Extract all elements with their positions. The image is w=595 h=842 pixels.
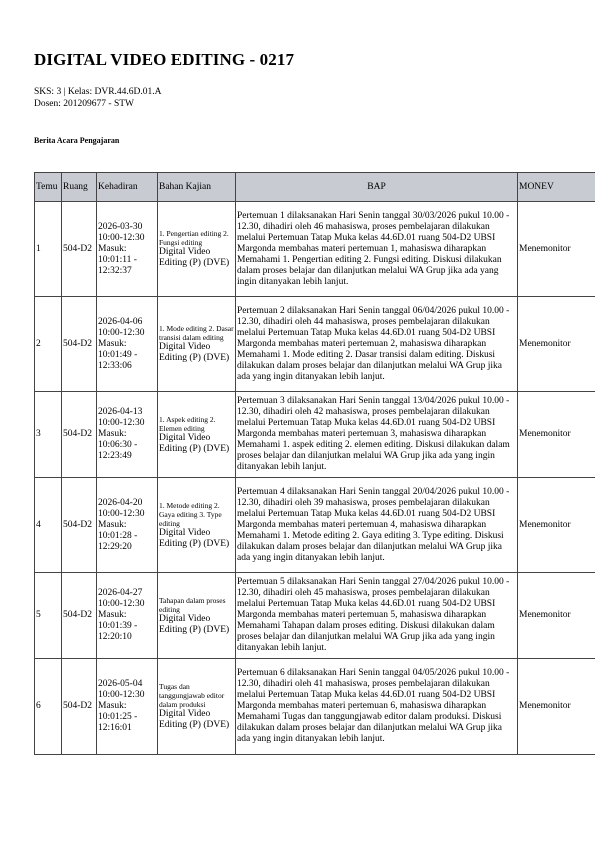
course-name: Digital Video Editing (P) (DVE)	[159, 527, 230, 549]
cell-temu: 1	[35, 202, 62, 297]
monev-link[interactable]: Menemonitor	[518, 202, 595, 297]
cell-bap: Pertemuan 2 dilaksanakan Hari Senin tanggal 06/04/2026 pukul 10.00 - 12.30, dihadiri oleh 44 mahasiswa, proses pembelajaran dilakukan melalui Pertemuan Tatap Muka kelas 44.6D.01 ruang 504-D2 UBSI Margonda membahas materi pertemuan 2, mahasiswa diharapkan Memahami 1. Mode editing 2. Dasar transisi dalam editing. Diskusi dilakukan dalam proses belajar dan dilanjutkan melalui WA Grup jika ada yang ingin ditanyakan lebih lanjut.	[236, 297, 518, 392]
session-date: 2026-04-06	[98, 316, 143, 327]
masuk-label: Masuk:	[98, 429, 127, 439]
course-name: Digital Video Editing (P) (DVE)	[159, 342, 230, 363]
session-time: 10:00-12:30	[98, 327, 145, 338]
cell-ruang: 504-D2	[62, 202, 97, 297]
header-monev: MONEV	[518, 173, 595, 202]
masuk-range: 10:06:30 - 12:23:49	[98, 440, 138, 461]
cell-ruang: 504-D2	[62, 573, 97, 659]
cell-temu: 6	[35, 659, 62, 755]
table-row	[35, 392, 595, 478]
monev-link[interactable]: Menemonitor	[518, 573, 595, 659]
topic-text: Tahapan dalam proses editing	[159, 595, 226, 614]
bap-table	[34, 172, 595, 755]
course-name: Digital Video Editing (P) (DVE)	[159, 247, 230, 268]
cell-ruang: 504-D2	[62, 297, 97, 392]
course-meta	[34, 86, 162, 110]
cell-bap: Pertemuan 1 dilaksanakan Hari Senin tanggal 30/03/2026 pukul 10.00 - 12.30, dihadiri oleh 46 mahasiswa, proses pembelajaran dilakukan melalui Pertemuan Tatap Muka kelas 44.6D.01 ruang 504-D2 UBSI Margonda membahas materi pertemuan 1, mahasiswa diharapkan Memahami 1. Pengertian editing 2. Fungsi editing. Diskusi dilakukan dalam proses belajar dan dilanjutkan melalui WA Grup jika ada yang ingin ditanyakan lebih lanjut.	[236, 202, 518, 297]
monev-link[interactable]: Menemonitor	[518, 392, 595, 478]
topic-text: 1. Pengertian editing 2. Fungsi editing	[159, 229, 229, 247]
topic-text: Tugas dan tanggungjawab editor dalam produksi	[159, 682, 225, 709]
session-date: 2026-04-20	[98, 497, 143, 508]
cell-bahan-kajian	[158, 202, 236, 297]
session-time: 10:00-12:30	[98, 599, 145, 609]
masuk-range: 10:01:25 - 12:16:01	[98, 712, 138, 733]
topic-text: 1. Aspek editing 2. Elemen editing	[159, 414, 216, 433]
section-title: Berita Acara Pengajaran	[34, 136, 120, 145]
monev-link[interactable]: Menemonitor	[518, 478, 595, 573]
header-ruang: Ruang	[62, 173, 97, 202]
table-row	[35, 297, 595, 392]
table-row	[35, 478, 595, 573]
header-bap: BAP	[236, 173, 518, 202]
cell-kehadiran	[97, 297, 158, 392]
cell-kehadiran	[97, 478, 158, 573]
cell-kehadiran	[97, 202, 158, 297]
table-row	[35, 659, 595, 755]
dosen-line: Dosen: 201209677 - STW	[34, 99, 135, 109]
cell-bahan-kajian	[158, 659, 236, 755]
cell-bap: Pertemuan 5 dilaksanakan Hari Senin tanggal 27/04/2026 pukul 10.00 - 12.30, dihadiri oleh 45 mahasiswa, proses pembelajaran dilakukan melalui Pertemuan Tatap Muka kelas 44.6D.01 ruang 504-D2 UBSI Margonda membahas materi pertemuan 5, mahasiswa diharapkan Memahami Tahapan dalam proses editing. Diskusi dilakukan dalam proses belajar dan dilanjutkan melalui WA Grup jika ada yang ingin ditanyakan lebih lanjut.	[236, 573, 518, 659]
masuk-range: 10:01:39 - 12:20:10	[98, 621, 138, 642]
cell-temu: 4	[35, 478, 62, 573]
cell-ruang: 504-D2	[62, 478, 97, 573]
cell-kehadiran	[97, 573, 158, 659]
session-time: 10:00-12:30	[98, 232, 145, 243]
cell-bahan-kajian	[158, 478, 236, 573]
cell-ruang: 504-D2	[62, 659, 97, 755]
monev-link[interactable]: Menemonitor	[518, 297, 595, 392]
course-name: Digital Video Editing (P) (DVE)	[159, 432, 230, 454]
table-row	[35, 202, 595, 297]
topic-text: 1. Mode editing 2. Dasar transisi dalam editing	[159, 324, 234, 342]
cell-bahan-kajian	[158, 297, 236, 392]
cell-kehadiran	[97, 392, 158, 478]
cell-bap: Pertemuan 4 dilaksanakan Hari Senin tanggal 20/04/2026 pukul 10.00 - 12.30, dihadiri oleh 39 mahasiswa, proses pembelajaran dilakukan melalui Pertemuan Tatap Muka kelas 44.6D.01 ruang 504-D2 UBSI Margonda membahas materi pertemuan 4, mahasiswa diharapkan Memahami 1. Metode editing 2. Gaya editing 3. Type editing. Diskusi dilakukan dalam proses belajar dan dilanjutkan melalui WA Grup jika ada yang ingin ditanyakan lebih lanjut.	[236, 478, 518, 573]
masuk-range: 10:01:11 - 12:32:37	[98, 254, 137, 276]
masuk-label: Masuk:	[98, 701, 127, 711]
page-title: DIGITAL VIDEO EDITING - 0217	[34, 50, 295, 69]
cell-bap: Pertemuan 3 dilaksanakan Hari Senin tanggal 13/04/2026 pukul 10.00 - 12.30, dihadiri oleh 42 mahasiswa, proses pembelajaran dilakukan melalui Pertemuan Tatap Muka kelas 44.6D.01 ruang 504-D2 UBSI Margonda membahas materi pertemuan 3, mahasiswa diharapkan Memahami 1. aspek editing 2. elemen editing. Diskusi dilakukan dalam proses belajar dan dilanjutkan melalui WA Grup jika ada yang ingin ditanyakan lebih lanjut.	[236, 392, 518, 478]
masuk-label: Masuk:	[98, 519, 127, 530]
cell-ruang: 504-D2	[62, 392, 97, 478]
header-kehadiran: Kehadiran	[97, 173, 158, 202]
monev-link[interactable]: Menemonitor	[518, 659, 595, 755]
cell-temu: 2	[35, 297, 62, 392]
masuk-range: 10:01:28 - 12:29:20	[98, 530, 138, 552]
topic-text: 1. Metode editing 2. Gaya editing 3. Type editing	[159, 500, 222, 528]
masuk-label: Masuk:	[98, 610, 127, 620]
table-row	[35, 573, 595, 659]
masuk-range: 10:01:49 - 12:33:06	[98, 349, 138, 371]
cell-bahan-kajian	[158, 573, 236, 659]
header-temu: Temu	[35, 173, 62, 202]
cell-temu: 5	[35, 573, 62, 659]
session-date: 2026-05-04	[98, 679, 143, 689]
session-date: 2026-04-27	[98, 588, 143, 598]
session-date: 2026-04-13	[98, 407, 143, 417]
session-date: 2026-03-30	[98, 221, 143, 232]
masuk-label: Masuk:	[98, 338, 127, 349]
masuk-label: Masuk:	[98, 243, 127, 254]
session-time: 10:00-12:30	[98, 418, 145, 428]
course-name: Digital Video Editing (P) (DVE)	[159, 613, 230, 635]
cell-temu: 3	[35, 392, 62, 478]
header-bahan-kajian: Bahan Kajian	[158, 173, 236, 202]
course-name: Digital Video Editing (P) (DVE)	[159, 709, 230, 730]
sks-kelas-line: SKS: 3 | Kelas: DVR.44.6D.01.A	[34, 87, 162, 97]
cell-bahan-kajian	[158, 392, 236, 478]
cell-kehadiran	[97, 659, 158, 755]
session-time: 10:00-12:30	[98, 508, 145, 519]
session-time: 10:00-12:30	[98, 690, 145, 700]
cell-bap: Pertemuan 6 dilaksanakan Hari Senin tanggal 04/05/2026 pukul 10.00 - 12.30, dihadiri oleh 41 mahasiswa, proses pembelajaran dilakukan melalui Pertemuan Tatap Muka kelas 44.6D.01 ruang 504-D2 UBSI Margonda membahas materi pertemuan 6, mahasiswa diharapkan Memahami Tugas dan tanggungjawab editor dalam produksi. Diskusi dilakukan dalam proses belajar dan dilanjutkan melalui WA Grup jika ada yang ingin ditanyakan lebih lanjut.	[236, 659, 518, 755]
table-header-row	[35, 173, 595, 202]
